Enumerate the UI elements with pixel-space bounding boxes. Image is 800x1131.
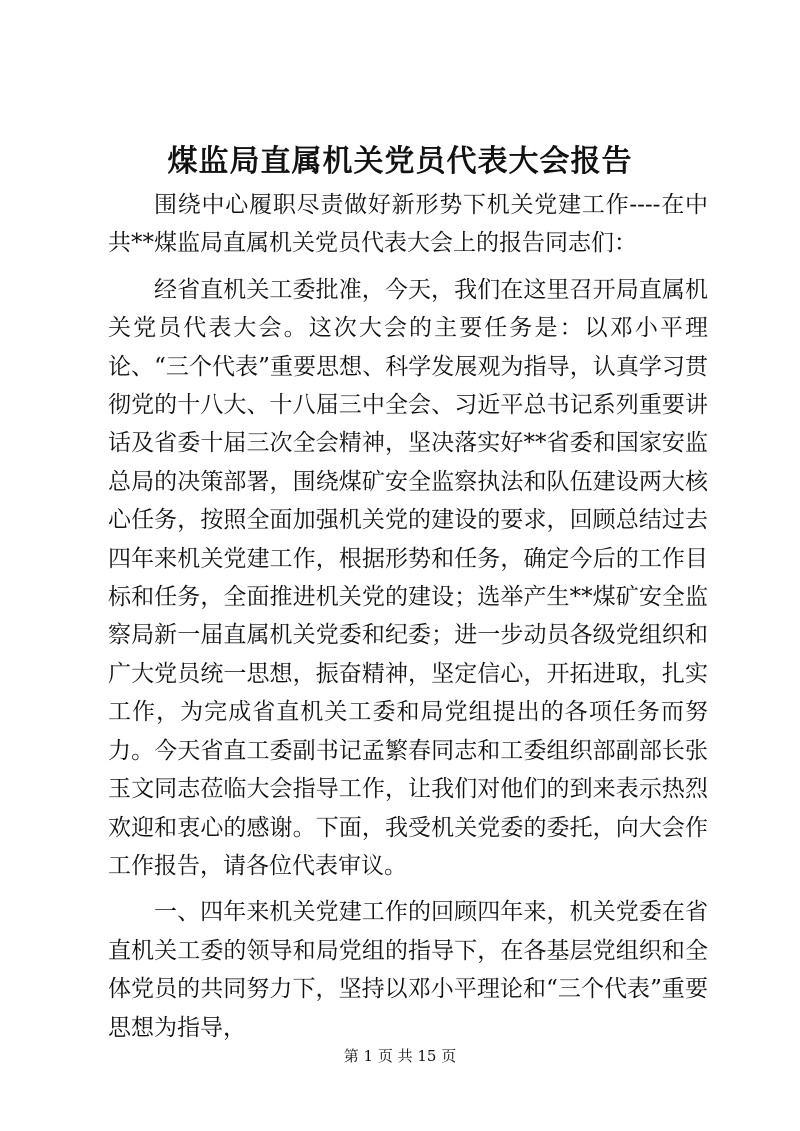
page-number-footer: 第 1 页 共 15 页 [343, 1047, 457, 1065]
paragraph-intro: 围绕中心履职尽责做好新形势下机关党建工作----在中共**煤监局直属机关党员代表大会上的报告同志们： [108, 192, 708, 257]
document-title: 煤监局直属机关党员代表大会报告 [167, 144, 633, 179]
paragraph-main: 经省直机关工委批准，今天，我们在这里召开局直属机关党员代表大会。这次大会的主要任务是：以邓小平理论、“三个代表”重要思想、科学发展观为指导，认真学习贯彻党的十八大、十八届三中全会、习近平总书记系列重要讲话及省委十届三次全会精神，坚决落实好**省委和国家安监总局的决策部署，围绕煤矿安全监察执法和队伍建设两大核心任务，按照全面加强机关党的建设的要求，回顾总结过去四年来机关党建工作，根据形势和任务，确定今后的工作目标和任务，全面推进机关党的建设；选举产生**煤矿安全监察局新一届直属机关党委和纪委；进一步动员各级党组织和广大党员统一思想，振奋精神，坚定信心，开拓进取，扎实工作，为完成省直机关工委和局党组提出的各项任务而努力。今天省直工委副书记孟繁春同志和工委组织部副部长张玉文同志莅临大会指导工作，让我们对他们的到来表示热烈欢迎和衷心的感谢。下面，我受机关党委的委托，向大会作工作报告，请各位代表审议。 [108, 276, 708, 879]
paragraph-review: 一、四年来机关党建工作的回顾四年来，机关党委在省直机关工委的领导和局党组的指导下，在各基层党组织和全体党员的共同努力下，坚持以邓小平理论和“三个代表”重要思想为指导， [108, 899, 708, 1041]
document-body [108, 186, 708, 1047]
